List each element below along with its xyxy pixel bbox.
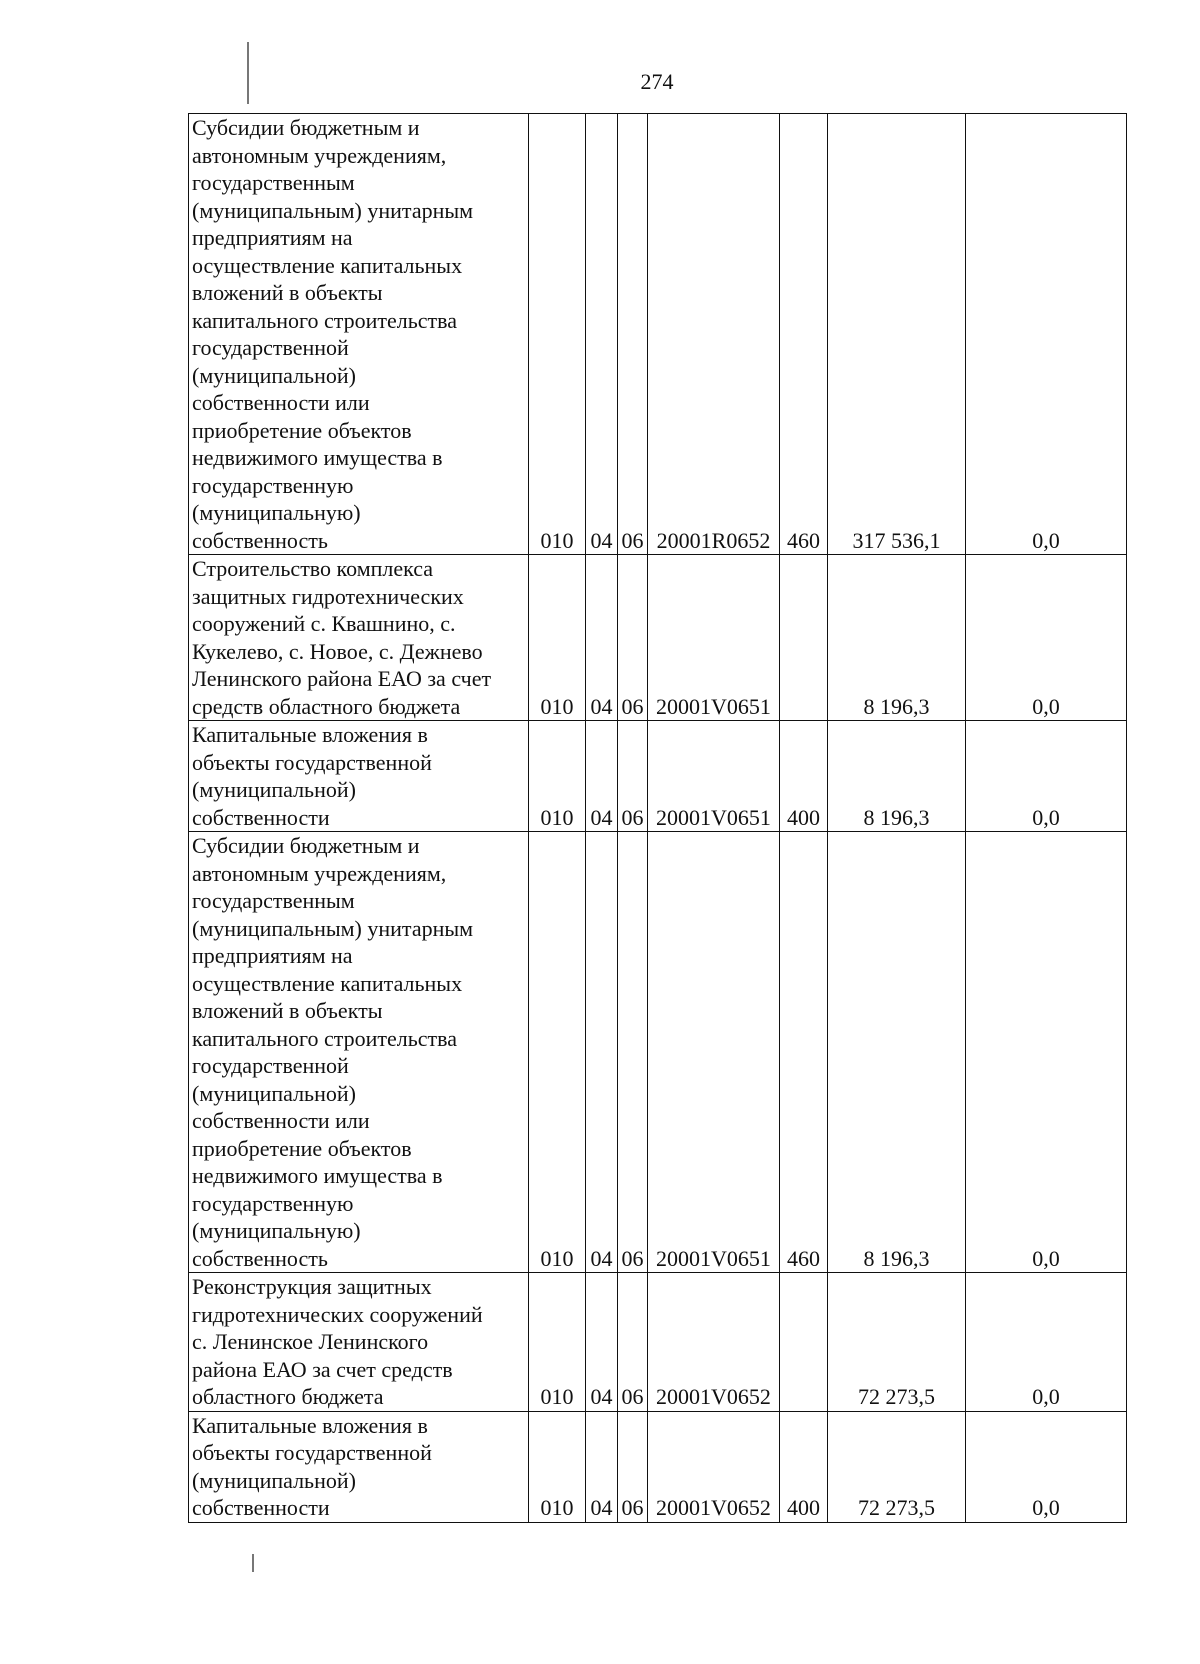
expense-name-line: приобретение объектов: [192, 417, 412, 443]
expense-name-line: (муниципальным) унитарным: [192, 915, 474, 941]
target-article-cell: 20001V0652: [648, 1273, 780, 1412]
expense-name-line: объекты государственной: [192, 1440, 432, 1465]
admin-code-cell: 010: [529, 832, 586, 1273]
expense-name-line: капитального строительства: [192, 1025, 458, 1051]
target-article-cell: 20001V0652: [648, 1411, 780, 1522]
table-row: [189, 832, 1127, 1273]
expense-name-line: Строительство комплекса: [192, 556, 434, 581]
expense-name-line: (муниципальной): [192, 362, 356, 388]
expense-name-line: областного бюджета: [192, 1384, 384, 1409]
expense-name-line: недвижимого имущества в: [192, 1163, 443, 1188]
expense-name-line: осуществление капитальных: [192, 252, 463, 278]
table-row: [189, 114, 1127, 555]
expense-name-line: (муниципальной): [192, 1080, 356, 1106]
section-code-cell: 04: [586, 721, 618, 832]
expense-name-line: собственности: [192, 804, 330, 830]
amount-cell: 8 196,3: [828, 721, 966, 832]
expense-name-line: сооружений с. Квашнино, с.: [192, 611, 456, 636]
amount-second-cell: 0,0: [966, 555, 1127, 721]
admin-code-cell: 010: [529, 1411, 586, 1522]
section-code-cell: 04: [586, 1411, 618, 1522]
expense-name-line: государственным: [192, 170, 355, 195]
expense-name-cell: [189, 832, 529, 1273]
expense-name-line: Субсидии бюджетным и: [192, 833, 420, 858]
expense-type-cell: 460: [780, 832, 828, 1273]
expense-name-line: собственности или: [192, 390, 370, 415]
expense-name-cell: [189, 555, 529, 721]
expense-name-line: Капитальные вложения в: [192, 1412, 428, 1438]
expense-name-line: (муниципальным) унитарным: [192, 197, 474, 223]
expense-name-cell: [189, 1273, 529, 1412]
expense-name-line: (муниципальной): [192, 1467, 356, 1493]
admin-code-cell: 010: [529, 1273, 586, 1412]
section-code-cell: 04: [586, 555, 618, 721]
table-row: [189, 555, 1127, 721]
expense-type-cell: 400: [780, 1411, 828, 1522]
page-number: 274: [640, 69, 674, 94]
section-code-cell: 04: [586, 1273, 618, 1412]
expense-name-line: средств областного бюджета: [192, 693, 461, 719]
section-code-cell: 04: [586, 832, 618, 1273]
amount-cell: 8 196,3: [828, 832, 966, 1273]
expense-type-cell: 400: [780, 721, 828, 832]
expense-name-line: государственную: [192, 472, 354, 498]
expense-name-line: (муниципальную): [192, 1218, 361, 1243]
admin-code-cell: 010: [529, 114, 586, 555]
expense-name-line: вложений в объекты: [192, 998, 383, 1023]
expense-name-line: собственность: [192, 527, 328, 553]
expense-name-line: государственную: [192, 1190, 354, 1216]
expense-name-line: собственность: [192, 1245, 328, 1271]
expense-type-cell: [780, 1273, 828, 1412]
expense-name-cell: [189, 721, 529, 832]
expense-name-line: Субсидии бюджетным и: [192, 115, 420, 140]
expense-name-line: вложений в объекты: [192, 280, 383, 305]
expense-name-line: (муниципальную): [192, 500, 361, 525]
table-row: [189, 1411, 1127, 1522]
expense-name-line: автономным учреждениям,: [192, 142, 447, 168]
target-article-cell: 20001V0651: [648, 555, 780, 721]
subsection-code-cell: 06: [618, 114, 648, 555]
table-row: [189, 721, 1127, 832]
expense-name-line: предприятиям на: [192, 225, 353, 250]
scan-mark-bottom: [252, 1554, 254, 1572]
expense-type-cell: 460: [780, 114, 828, 555]
expense-name-line: Ленинского района ЕАО за счет: [192, 666, 492, 691]
amount-second-cell: 0,0: [966, 832, 1127, 1273]
amount-cell: 317 536,1: [828, 114, 966, 555]
expense-name-line: Капитальные вложения в: [192, 722, 428, 747]
admin-code-cell: 010: [529, 721, 586, 832]
expense-name-line: предприятиям на: [192, 943, 353, 968]
expense-name-line: Реконструкция защитных: [192, 1274, 432, 1299]
expense-name-cell: [189, 114, 529, 555]
subsection-code-cell: 06: [618, 1411, 648, 1522]
expense-name-line: капитального строительства: [192, 307, 458, 333]
table-body: [189, 114, 1127, 1523]
table-row: [189, 1273, 1127, 1412]
scan-mark-top: [247, 42, 249, 104]
expense-name-line: государственной: [192, 335, 349, 360]
expense-name-line: государственным: [192, 888, 355, 913]
amount-second-cell: 0,0: [966, 721, 1127, 832]
target-article-cell: 20001R0652: [648, 114, 780, 555]
expense-name-line: объекты государственной: [192, 749, 432, 775]
subsection-code-cell: 06: [618, 832, 648, 1273]
amount-second-cell: 0,0: [966, 114, 1127, 555]
expense-name-line: (муниципальной): [192, 777, 356, 802]
admin-code-cell: 010: [529, 555, 586, 721]
target-article-cell: 20001V0651: [648, 721, 780, 832]
amount-cell: 72 273,5: [828, 1273, 966, 1412]
subsection-code-cell: 06: [618, 555, 648, 721]
target-article-cell: 20001V0651: [648, 832, 780, 1273]
expense-name-cell: [189, 1411, 529, 1522]
subsection-code-cell: 06: [618, 721, 648, 832]
expense-name-line: гидротехнических сооружений: [192, 1301, 483, 1327]
expense-type-cell: [780, 555, 828, 721]
expense-name-line: автономным учреждениям,: [192, 860, 447, 886]
expense-name-line: Кукелево, с. Новое, с. Дежнево: [192, 638, 483, 664]
expense-name-line: защитных гидротехнических: [192, 583, 464, 609]
section-code-cell: 04: [586, 114, 618, 555]
expense-name-line: приобретение объектов: [192, 1135, 412, 1161]
expense-name-line: недвижимого имущества в: [192, 445, 443, 470]
subsection-code-cell: 06: [618, 1273, 648, 1412]
amount-cell: 72 273,5: [828, 1411, 966, 1522]
expense-name-line: собственности: [192, 1495, 330, 1520]
amount-cell: 8 196,3: [828, 555, 966, 721]
expense-name-line: с. Ленинское Ленинского: [192, 1329, 429, 1354]
expense-name-line: собственности или: [192, 1108, 370, 1133]
amount-second-cell: 0,0: [966, 1273, 1127, 1412]
expense-name-line: района ЕАО за счет средств: [192, 1356, 453, 1382]
budget-table: [188, 113, 1127, 1523]
expense-name-line: государственной: [192, 1053, 349, 1078]
expense-name-line: осуществление капитальных: [192, 970, 463, 996]
amount-second-cell: 0,0: [966, 1411, 1127, 1522]
